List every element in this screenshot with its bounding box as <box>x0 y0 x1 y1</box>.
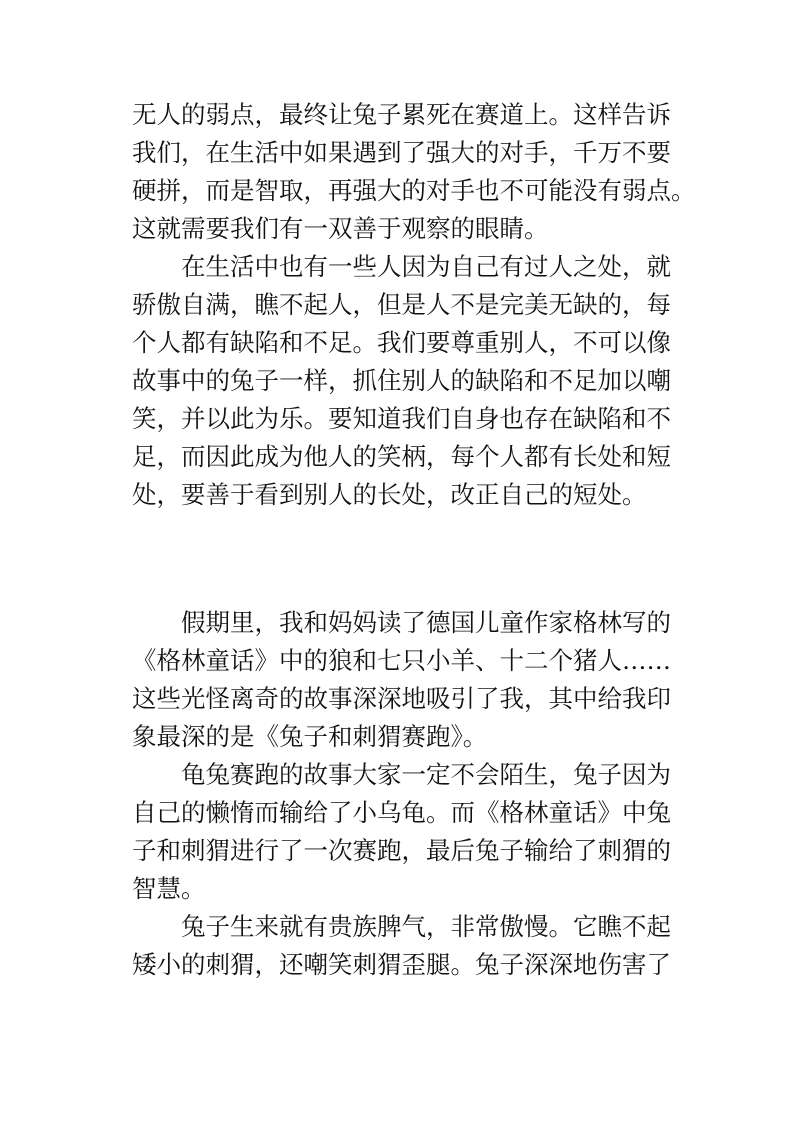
text-line: 笑，并以此为乐。要知道我们自身也存在缺陷和不 <box>132 404 671 433</box>
text-line: 处，要善于看到别人的长处，改正自己的短处。 <box>132 480 647 509</box>
text-line: 个人都有缺陷和不足。我们要尊重别人，不可以像 <box>132 328 671 357</box>
text-line: 足，而因此成为他人的笑柄，每个人都有长处和短 <box>132 442 671 471</box>
text-line: 象最深的是《兔子和刺猬赛跑》。 <box>132 722 488 751</box>
paragraph <box>132 604 672 756</box>
text-line: 龟兔赛跑的故事大家一定不会陌生，兔子因为 <box>181 760 671 789</box>
text-line: 在生活中也有一些人因为自己有过人之处，就 <box>181 252 671 281</box>
text-line: 骄傲自满，瞧不起人，但是人不是完美无缺的，每 <box>132 290 671 319</box>
text-line: 这些光怪离奇的故事深深地吸引了我，其中给我印 <box>132 684 671 713</box>
essay-section-1 <box>132 96 696 514</box>
paragraph-continuation <box>132 96 696 248</box>
paragraph <box>132 248 672 514</box>
text-line: 这就需要我们有一双善于观察的眼睛。 <box>132 214 549 243</box>
text-line: 智慧。 <box>132 874 206 903</box>
paragraph <box>132 908 672 984</box>
text-line: 硬拼，而是智取，再强大的对手也不可能没有弱点。 <box>132 176 696 205</box>
text-line: 《格林童话》中的狼和七只小羊、十二个猪人…… <box>132 646 671 675</box>
text-line: 故事中的兔子一样，抓住别人的缺陷和不足加以嘲 <box>132 366 671 395</box>
essay-section-2 <box>132 604 672 984</box>
text-line: 自己的懒惰而输给了小乌龟。而《格林童话》中兔 <box>132 798 671 827</box>
text-line: 矮小的刺猬，还嘲笑刺猬歪腿。兔子深深地伤害了 <box>132 950 671 979</box>
text-line: 无人的弱点，最终让兔子累死在赛道上。这样告诉 <box>132 100 671 129</box>
text-line: 兔子生来就有贵族脾气，非常傲慢。它瞧不起 <box>181 912 671 941</box>
paragraph <box>132 756 672 908</box>
text-line: 子和刺猬进行了一次赛跑，最后兔子输给了刺猬的 <box>132 836 671 865</box>
text-line: 假期里，我和妈妈读了德国儿童作家格林写的 <box>181 608 671 637</box>
text-line: 我们，在生活中如果遇到了强大的对手，千万不要 <box>132 138 671 167</box>
